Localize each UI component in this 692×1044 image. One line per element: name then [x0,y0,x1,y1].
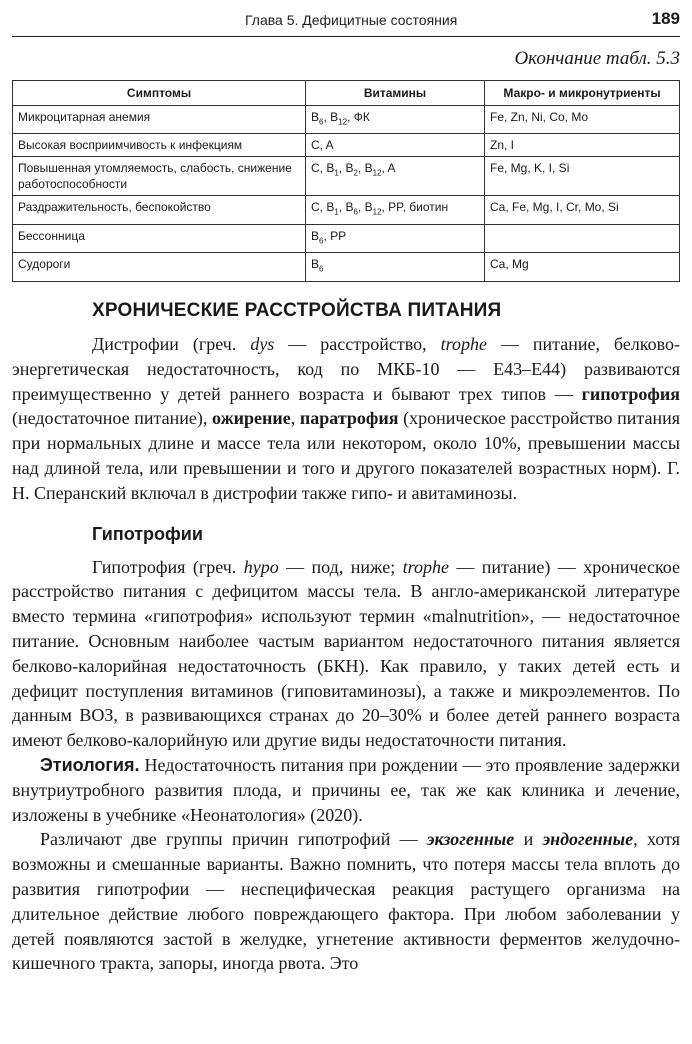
page-header [0,0,692,40]
vitamins-cell: $B_6$, PP [306,224,485,252]
nutrients-cell [485,224,680,252]
table-row [13,224,680,252]
column-header: Симптомы [13,81,306,106]
nutrients-cell: Ca, Fe, Mg, I, Cr, Mo, Si [485,196,680,224]
table-body [13,106,680,282]
paragraph: Гипотрофия (греч. hypo — под, ниже; trophe — питание) — хроническое расстройство питания с дефицитом массы тела. В англо-американской литературе вместо термина «гипотрофия» используют термин «malnutrition», — недостаточное питание. Основным наиболее частым вариантом недостаточного питания является белково-калорийная недостаточность (БКН). Как правило, у таких детей есть и дефицит поступления витаминов (гиповитаминозы), а также и микроэлементов. По данным ВОЗ, в развивающихся странах до 20–30% и более детей раннего возраста имеют белково-калорийную или другие виды недостаточности питания. [12,556,680,751]
vitamins-cell: $B_6$, $B_{12}$, ФК [306,106,485,134]
symptom-cell: Бессонница [13,224,306,252]
etiology-paragraph [12,753,680,827]
table-row [13,134,680,157]
vitamins-cell: $B_6$ [306,253,485,281]
table-caption: Окончание табл. 5.3 [514,48,680,69]
symptom-cell: Судороги [13,253,306,281]
main-content [12,300,680,976]
symptom-cell: Микроцитарная анемия [13,106,306,134]
table-row [13,106,680,134]
paragraph: Дистрофии (греч. dys — расстройство, trophe — питание, белково-энергетическая недостаточность, код по МКБ-10 — Е43–Е44) развиваются преимущественно у детей раннего возраста и бывают трех типов — гипотрофия (недостаточное питание), ожирение, паратрофия (хроническое расстройство питания при нормальных длине и массе тела или некотором, около 10%, превышении массы над длиной тела, или превышении и того и другого показателей возрастных норм). Г. Н. Сперанский включал в дистрофии также гипо- и авитаминозы. [12,334,680,503]
table-header-row [13,81,680,106]
symptom-cell: Раздражительность, беспокойство [13,196,306,224]
etiology-text: Недостаточность питания при рождении — это проявление задержки внутриутробного развития плода, и причины ее, так же как клиника и лечение, изложены в учебнике «Неонатология» (2020). [12,754,681,825]
etiology-label: Этиология. [40,754,140,775]
page-number: 189 [651,9,680,28]
nutrients-cell: Ca, Mg [485,253,680,281]
table-row [13,196,680,224]
column-header: Макро- и микронутриенты [485,81,680,106]
table-row [13,253,680,281]
symptom-cell: Повышенная утомляемость, слабость, снижение работоспособности [13,157,306,196]
chapter-title: Глава 5. Дефицитные состояния [245,12,458,28]
vitamins-cell: C, A [306,134,485,157]
nutrients-cell: Zn, I [485,134,680,157]
column-header: Витамины [306,81,485,106]
symptom-cell: Высокая восприимчивость к инфекциям [13,134,306,157]
subsection-title: Гипотрофии [92,523,203,544]
vitamins-cell: C, $B_1$, $B_6$, $B_{12}$, PP, биотин [306,196,485,224]
header-rule [12,36,680,37]
nutrients-cell: Fe, Zn, Ni, Co, Mo [485,106,680,134]
nutrients-cell: Fe, Mg, K, I, Si [485,157,680,196]
table-row [13,157,680,196]
vitamins-cell: C, $B_1$, $B_2$, $B_{12}$, A [306,157,485,196]
paragraph: Различают две группы причин гипотрофий — экзогенные и эндогенные, хотя возможны и смешанные варианты. Важно помнить, что потеря массы тела вплоть до развития гипотрофии — неспецифическая реакция растущего организма на длительное действие любого повреждающего фактора. При любом заболевании у детей появляются застой в желудке, угнетение активности ферментов желудочно-кишечного тракта, запоры, иногда рвота. Это [12,829,680,974]
section-title: ХРОНИЧЕСКИЕ РАССТРОЙСТВА ПИТАНИЯ [92,300,502,321]
nutrient-table [12,80,680,282]
